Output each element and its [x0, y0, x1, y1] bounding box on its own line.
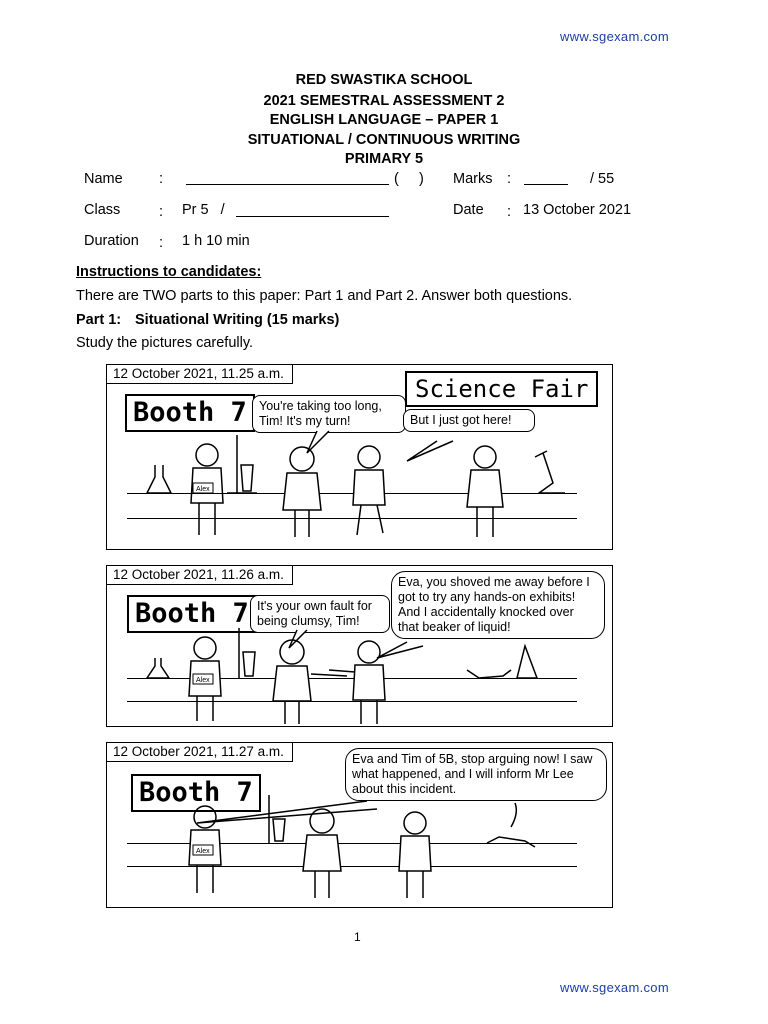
panel-1-speech-bubble-tim: But I just got here!: [403, 409, 535, 432]
register-number-paren: ( ): [394, 171, 424, 187]
science-fair-sign: Science Fair: [405, 371, 598, 407]
instructions-heading: Instructions to candidates:: [76, 264, 262, 280]
panel-3-illustration: [107, 743, 612, 907]
name-label: Name: [84, 171, 123, 187]
paper-title: SITUATIONAL / CONTINUOUS WRITING: [247, 132, 521, 148]
panel-1-speech-bubble-eva: You're taking too long, Tim! It's my turn!: [252, 395, 406, 433]
comic-panel-3: [106, 742, 613, 908]
panel-2-name-tag: Alex: [196, 677, 210, 684]
part1-title: Situational Writing (15 marks): [135, 312, 340, 328]
class-label: Class: [84, 202, 121, 218]
name-colon: :: [159, 171, 164, 187]
assessment-title: 2021 SEMESTRAL ASSESSMENT 2: [263, 93, 505, 109]
panel-3-name-tag: Alex: [196, 848, 210, 855]
class-answer-line[interactable]: [236, 216, 389, 217]
date-label: Date: [453, 202, 484, 218]
panel-2-timestamp: 12 October 2021, 11.26 a.m.: [107, 566, 293, 585]
panel-1-name-tag: Alex: [196, 486, 210, 493]
watermark-url-top[interactable]: www.sgexam.com: [560, 29, 669, 44]
part1-label: Part 1:: [76, 312, 122, 328]
class-value: Pr 5 /: [182, 202, 225, 218]
marks-answer-line[interactable]: [524, 184, 568, 185]
date-value: 13 October 2021: [523, 202, 632, 218]
marks-label: Marks: [453, 171, 493, 187]
marks-total: / 55: [590, 171, 615, 187]
level-title: PRIMARY 5: [344, 151, 424, 167]
class-colon: :: [159, 204, 164, 220]
duration-value: 1 h 10 min: [182, 233, 250, 249]
date-colon: :: [507, 204, 512, 220]
page-number: 1: [354, 930, 361, 944]
panel-1-timestamp: 12 October 2021, 11.25 a.m.: [107, 365, 293, 384]
marks-colon: :: [507, 171, 512, 187]
panel-2-speech-bubble-eva: It's your own fault for being clumsy, Tim!: [250, 595, 390, 633]
watermark-url-bottom[interactable]: www.sgexam.com: [560, 980, 669, 995]
duration-label: Duration: [84, 233, 139, 249]
subject-title: ENGLISH LANGUAGE – PAPER 1: [269, 112, 499, 128]
panel-2-booth-sign: Booth 7: [127, 595, 257, 633]
duration-colon: :: [159, 235, 164, 251]
panel-3-booth-sign: Booth 7: [131, 774, 261, 812]
panel-1-booth-sign: Booth 7: [125, 394, 255, 432]
study-instruction: Study the pictures carefully.: [76, 335, 254, 351]
comic-panel-1: [106, 364, 613, 550]
school-name: RED SWASTIKA SCHOOL: [295, 72, 473, 88]
comic-panel-2: [106, 565, 613, 727]
panel-2-illustration: [107, 566, 612, 726]
panel-3-timestamp: 12 October 2021, 11.27 a.m.: [107, 743, 293, 762]
panel-2-speech-bubble-tim: Eva, you shoved me away before I got to try any hands-on exhibits! And I accidentally knocked over that beaker of liquid!: [391, 571, 605, 639]
instructions-line: There are TWO parts to this paper: Part 1 and Part 2. Answer both questions.: [76, 288, 573, 304]
name-answer-line[interactable]: [186, 184, 389, 185]
panel-1-illustration: [107, 365, 612, 549]
panel-3-speech-bubble-teacher: Eva and Tim of 5B, stop arguing now! I saw what happened, and I will inform Mr Lee about this incident.: [345, 748, 607, 801]
